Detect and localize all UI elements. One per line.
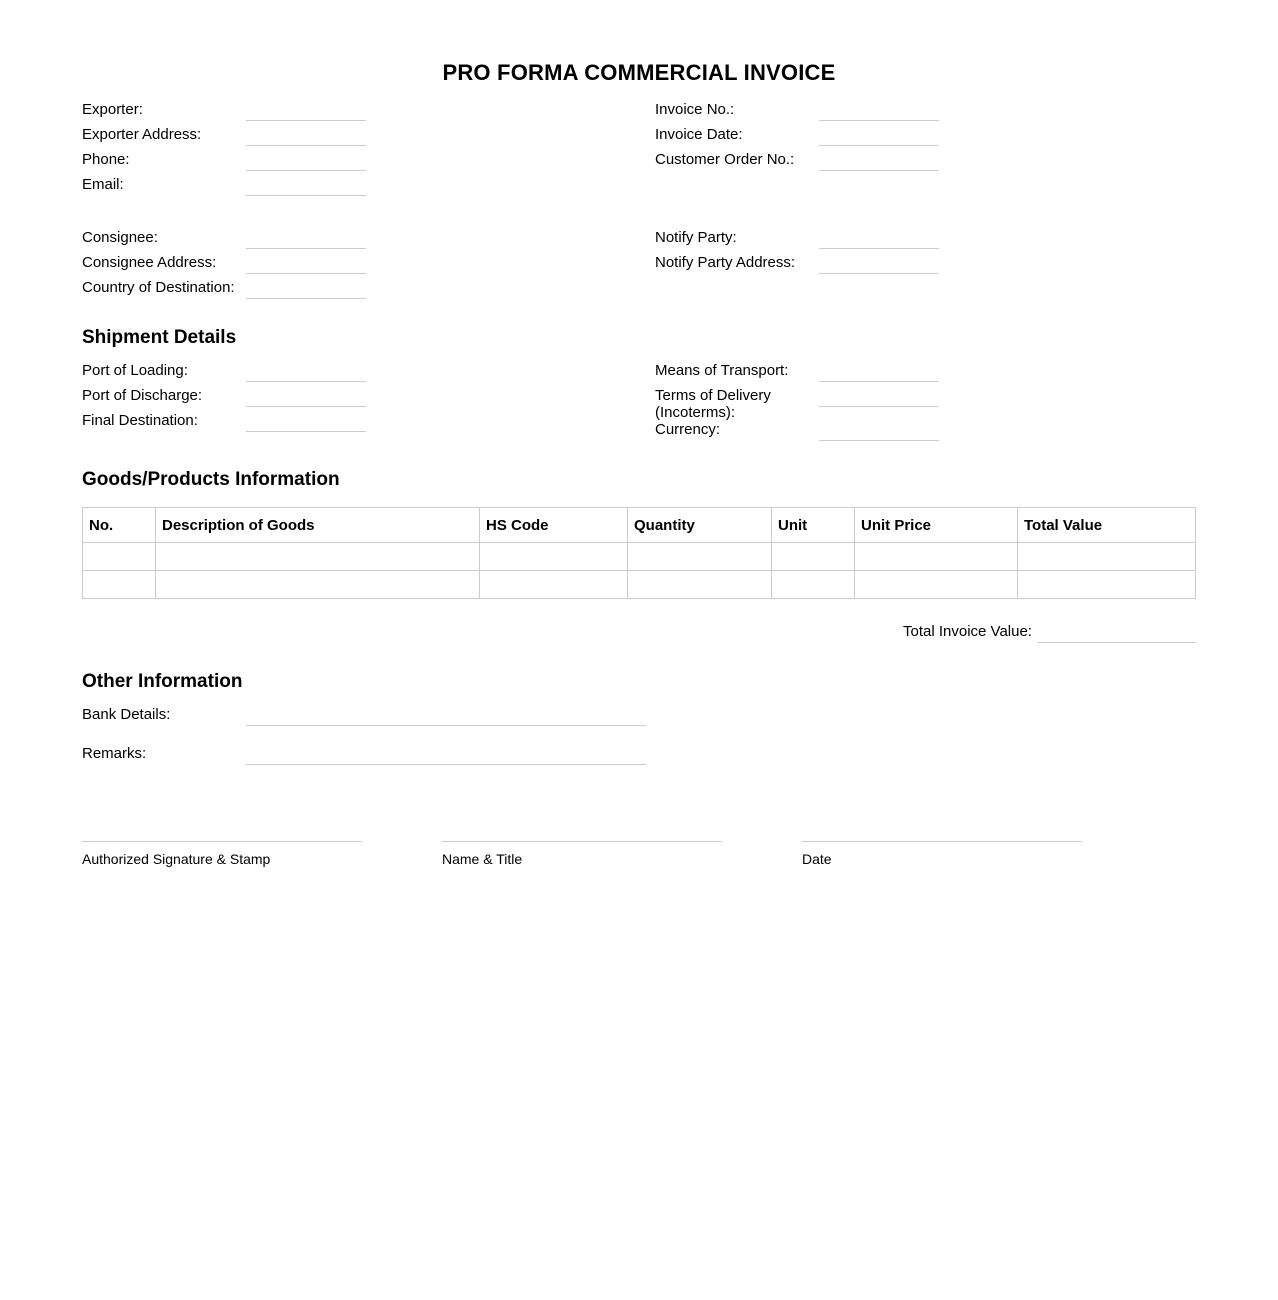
table-cell[interactable] <box>1018 571 1196 599</box>
customer-order-no-input-line[interactable] <box>819 170 939 171</box>
document-title: PRO FORMA COMMERCIAL INVOICE <box>442 60 836 85</box>
field-total-invoice-value <box>903 623 1196 648</box>
field-label: Port of Discharge: <box>82 387 203 404</box>
invoice-no-input-line[interactable] <box>819 120 939 121</box>
signature-line[interactable] <box>442 841 722 842</box>
section-heading-shipment: Shipment Details <box>82 327 237 348</box>
table-cell[interactable] <box>772 571 855 599</box>
country-of-destination-input-line[interactable] <box>246 298 366 299</box>
table-cell[interactable] <box>156 571 480 599</box>
remarks-input-line[interactable] <box>246 764 646 765</box>
total-invoice-value-input-line[interactable] <box>1037 642 1196 643</box>
column-header-description: Description of Goods <box>156 508 480 543</box>
section-heading-other: Other Information <box>82 671 243 692</box>
column-header-hs-code: HS Code <box>480 508 628 543</box>
signature-block-name-title <box>442 841 722 867</box>
email-input-line[interactable] <box>246 195 366 196</box>
field-label: Final Destination: <box>82 412 198 429</box>
field-label: Invoice Date: <box>655 126 743 143</box>
table-cell[interactable] <box>772 543 855 571</box>
phone-input-line[interactable] <box>246 170 366 171</box>
table-cell[interactable] <box>83 543 156 571</box>
table-cell[interactable] <box>480 571 628 599</box>
field-label: Invoice No.: <box>655 101 735 118</box>
signature-block-date <box>802 841 1082 867</box>
consignee-input-line[interactable] <box>246 248 366 249</box>
field-label: Country of Destination: <box>82 279 235 296</box>
table-cell[interactable] <box>628 571 772 599</box>
exporter-address-input-line[interactable] <box>246 145 366 146</box>
table-row <box>83 543 1196 571</box>
field-label: Remarks: <box>82 745 147 762</box>
field-label: Consignee Address: <box>82 254 217 271</box>
signature-label: Name & Title <box>442 851 523 867</box>
field-label: Notify Party Address: <box>655 254 796 271</box>
terms-of-delivery-input-line[interactable] <box>819 406 939 407</box>
bank-details-input-line[interactable] <box>246 725 646 726</box>
notify-party-input-line[interactable] <box>819 248 939 249</box>
signature-label: Authorized Signature & Stamp <box>82 851 271 867</box>
table-cell[interactable] <box>855 571 1018 599</box>
field-label: Phone: <box>82 151 130 168</box>
field-label: Means of Transport: <box>655 362 789 379</box>
field-label: Exporter Address: <box>82 126 202 143</box>
field-label: Notify Party: <box>655 229 737 246</box>
field-label: Exporter: <box>82 101 143 118</box>
table-header-row <box>83 508 1196 543</box>
port-of-discharge-input-line[interactable] <box>246 406 366 407</box>
consignee-address-input-line[interactable] <box>246 273 366 274</box>
field-label: Customer Order No.: <box>655 151 795 168</box>
column-header-no: No. <box>83 508 156 543</box>
field-label: Port of Loading: <box>82 362 188 379</box>
signature-label: Date <box>802 851 832 867</box>
currency-input-line[interactable] <box>819 440 939 441</box>
column-header-unit-price: Unit Price <box>855 508 1018 543</box>
field-label: Bank Details: <box>82 706 171 723</box>
field-label: Terms of Delivery (Incoterms): <box>655 387 771 421</box>
signature-block-authorized <box>82 841 362 867</box>
signature-line[interactable] <box>802 841 1082 842</box>
table-cell[interactable] <box>628 543 772 571</box>
table-cell[interactable] <box>855 543 1018 571</box>
table-cell[interactable] <box>83 571 156 599</box>
notify-party-address-input-line[interactable] <box>819 273 939 274</box>
field-label: Email: <box>82 176 124 193</box>
invoice-date-input-line[interactable] <box>819 145 939 146</box>
goods-table <box>82 507 1196 599</box>
table-row <box>83 571 1196 599</box>
means-of-transport-input-line[interactable] <box>819 381 939 382</box>
table-cell[interactable] <box>480 543 628 571</box>
table-cell[interactable] <box>156 543 480 571</box>
field-label: Currency: <box>655 421 721 438</box>
table-cell[interactable] <box>1018 543 1196 571</box>
port-of-loading-input-line[interactable] <box>246 381 366 382</box>
exporter-input-line[interactable] <box>246 120 366 121</box>
column-header-total-value: Total Value <box>1018 508 1196 543</box>
field-label: Consignee: <box>82 229 158 246</box>
column-header-quantity: Quantity <box>628 508 772 543</box>
final-destination-input-line[interactable] <box>246 431 366 432</box>
section-heading-goods: Goods/Products Information <box>82 469 340 490</box>
signature-line[interactable] <box>82 841 362 842</box>
column-header-unit: Unit <box>772 508 855 543</box>
field-label: Total Invoice Value: <box>903 623 1032 640</box>
